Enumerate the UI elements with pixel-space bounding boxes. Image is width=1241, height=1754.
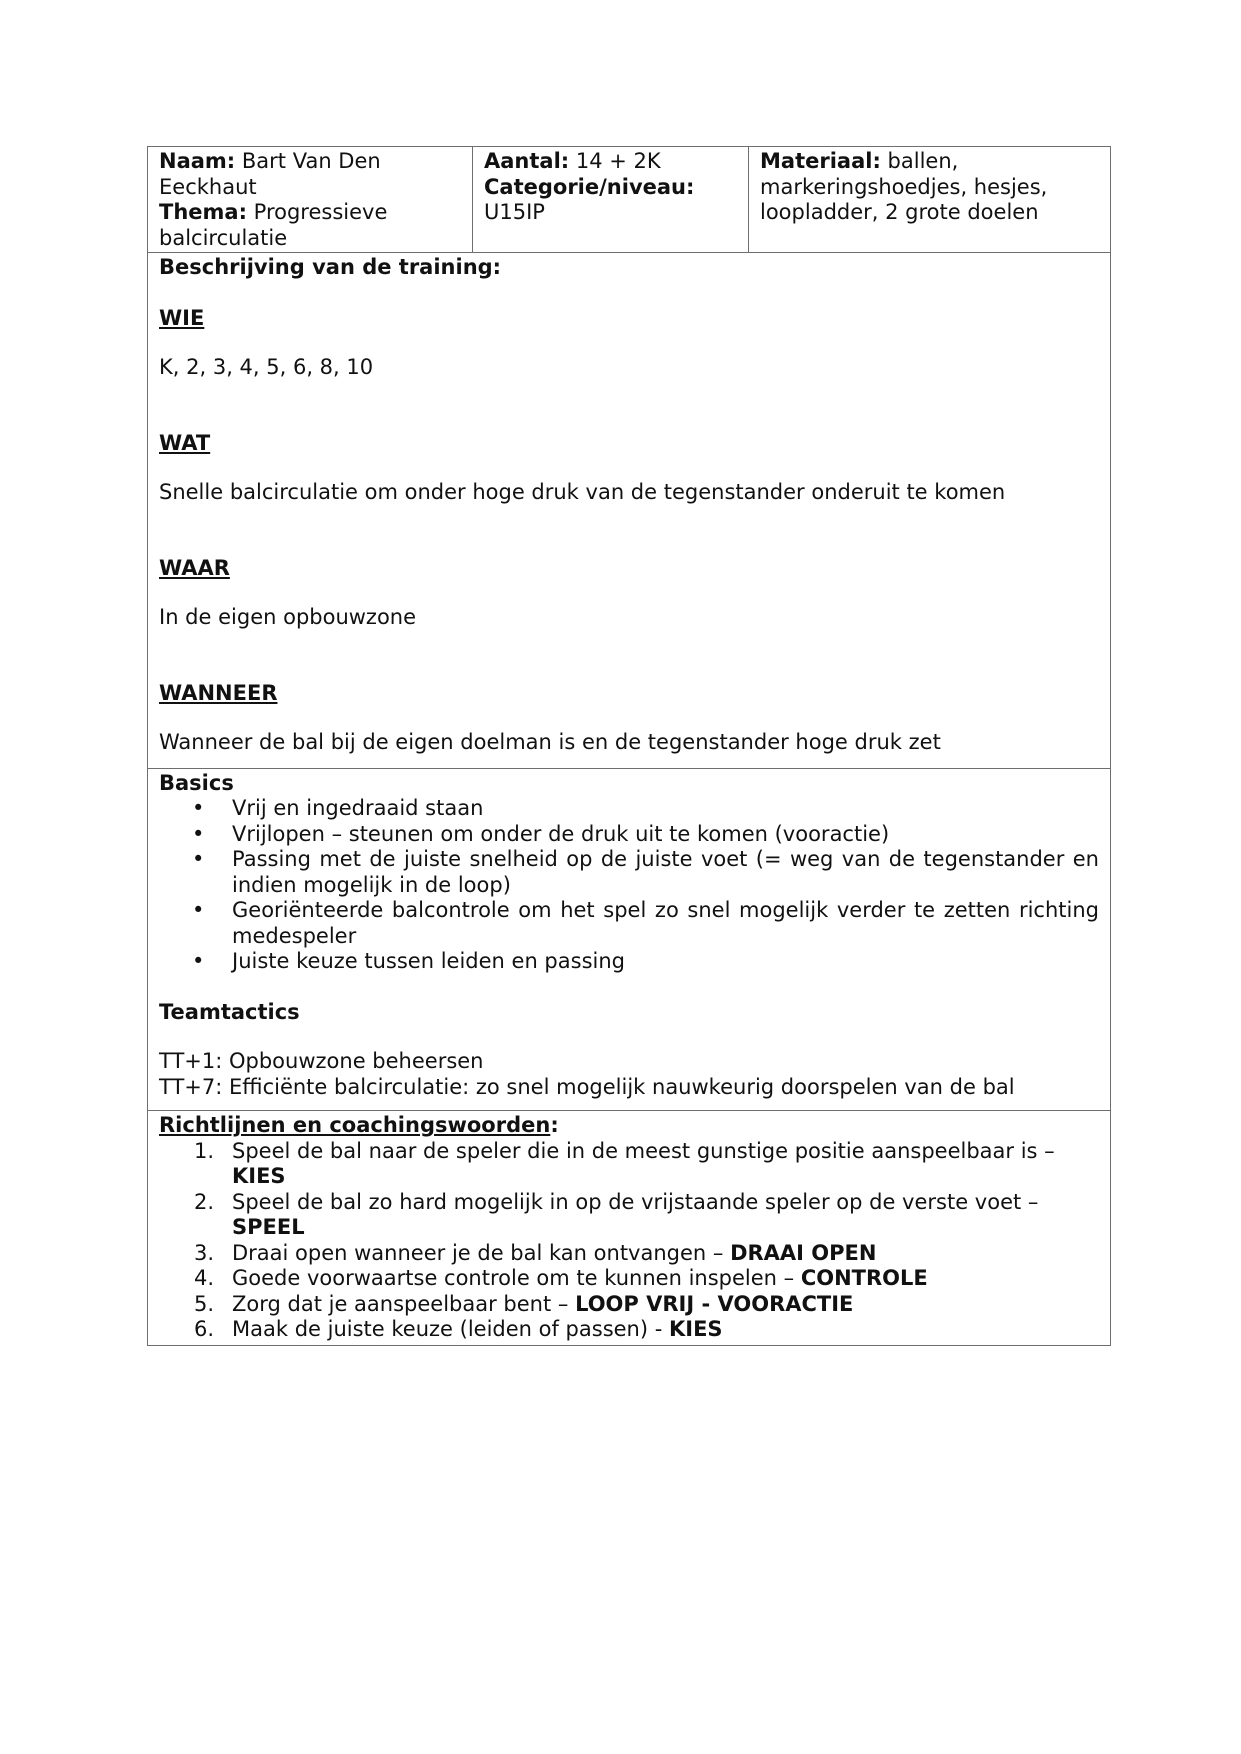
training-sheet xyxy=(147,146,1111,1346)
aantal-value: 14 + 2K xyxy=(575,149,661,173)
basics-title: Basics xyxy=(159,770,234,795)
teamtactics-line-2: TT+7: Efficiënte balcirculatie: zo snel mogelijk nauwkeurig doorspelen van de bal xyxy=(159,1074,1015,1099)
item-text: Maak de juiste keuze (leiden of passen) - xyxy=(232,1317,669,1341)
header-row xyxy=(148,147,1111,253)
item-number: 5. xyxy=(194,1291,215,1316)
beschrijving-cell xyxy=(148,253,1111,769)
thema-label: Thema: xyxy=(159,200,247,224)
item-number: 4. xyxy=(194,1266,215,1290)
wanneer-heading: WANNEER xyxy=(159,680,278,705)
naam-thema-cell xyxy=(148,147,473,253)
list-item xyxy=(194,1138,1099,1190)
list-item: • Vrijlopen – steunen om onder de druk uit te komen (vooractie) xyxy=(232,822,1099,848)
naam-label: Naam: xyxy=(159,149,236,173)
wanneer-text: Wanneer de bal bij de eigen doelman is en de tegenstander hoge druk zet xyxy=(159,730,941,754)
item-text: Speel de bal zo hard mogelijk in op de vrijstaande speler op de verste voet – xyxy=(232,1189,1039,1214)
list-item xyxy=(194,1189,1099,1241)
richtlijnen-title-colon: : xyxy=(550,1113,559,1137)
richtlijnen-title-line xyxy=(159,1113,1099,1139)
list-item: • Juiste keuze tussen leiden en passing xyxy=(232,949,1099,975)
richtlijnen-title: Richtlijnen en coachingswoorden xyxy=(159,1113,551,1137)
teamtactics-title: Teamtactics xyxy=(159,999,300,1024)
item-keyword: KIES xyxy=(232,1164,286,1188)
item-text: Speel de bal naar de speler die in de meest gunstige positie aanspeelbaar is – xyxy=(232,1138,1055,1163)
list-item xyxy=(194,1317,1099,1343)
list-item: • Vrij en ingedraaid staan xyxy=(232,796,1099,822)
item-text: Draai open wanneer je de bal kan ontvangen – xyxy=(232,1240,731,1265)
categorie-label: Categorie/niveau: xyxy=(484,174,695,199)
materiaal-cell xyxy=(749,147,1111,253)
basics-list xyxy=(159,796,1099,975)
list-item xyxy=(194,1291,1099,1318)
list-item: • Passing met de juiste snelheid op de juiste voet (= weg van de tegenstander en indien mogelijk in de loop) xyxy=(232,847,1099,898)
materiaal-line xyxy=(760,149,1099,226)
item-number: 3. xyxy=(194,1240,215,1265)
materiaal-value: ballen, markeringshoedjes, hesjes, loopladder, 2 grote doelen xyxy=(760,149,1048,224)
basics-row xyxy=(148,768,1111,1111)
richtlijnen-cell xyxy=(148,1111,1111,1346)
aantal-categorie-cell xyxy=(473,147,749,253)
richtlijnen-row xyxy=(148,1111,1111,1346)
categorie-value: U15IP xyxy=(484,200,545,224)
basics-cell xyxy=(148,768,1111,1111)
list-item: • Georiënteerde balcontrole om het spel zo snel mogelijk verder te zetten richting medespeler xyxy=(232,898,1099,949)
thema-line xyxy=(159,200,461,251)
list-item xyxy=(194,1240,1099,1267)
beschrijving-row xyxy=(148,253,1111,769)
item-number: 6. xyxy=(194,1317,215,1341)
waar-text: In de eigen opbouwzone xyxy=(159,605,417,629)
thema-value: Progressieve balcirculatie xyxy=(159,200,388,250)
item-keyword: LOOP VRIJ - VOORACTIE xyxy=(575,1291,854,1316)
item-keyword: SPEEL xyxy=(232,1215,305,1239)
item-text: Goede voorwaartse controle om te kunnen inspelen – xyxy=(232,1266,801,1290)
item-keyword: DRAAI OPEN xyxy=(730,1240,877,1265)
item-text: Zorg dat je aanspeelbaar bent – xyxy=(232,1291,576,1316)
naam-value: Bart Van Den Eeckhaut xyxy=(159,149,381,199)
materiaal-label: Materiaal: xyxy=(760,149,881,173)
waar-heading: WAAR xyxy=(159,555,230,580)
naam-line xyxy=(159,149,461,200)
wat-heading: WAT xyxy=(159,430,211,455)
beschrijving-title: Beschrijving van de training: xyxy=(159,255,502,279)
wie-text: K, 2, 3, 4, 5, 6, 8, 10 xyxy=(159,355,374,379)
item-number: 2. xyxy=(194,1189,215,1214)
teamtactics-line-1: TT+1: Opbouwzone beheersen xyxy=(159,1049,484,1073)
item-keyword: KIES xyxy=(669,1317,723,1341)
aantal-line xyxy=(484,149,737,175)
richtlijnen-list xyxy=(159,1139,1099,1343)
aantal-label: Aantal: xyxy=(484,149,570,173)
wat-text: Snelle balcirculatie om onder hoge druk van de tegenstander onderuit te komen xyxy=(159,480,1006,504)
item-keyword: CONTROLE xyxy=(800,1266,928,1290)
wie-heading: WIE xyxy=(159,305,205,330)
list-item xyxy=(194,1266,1099,1292)
item-number: 1. xyxy=(194,1138,215,1163)
